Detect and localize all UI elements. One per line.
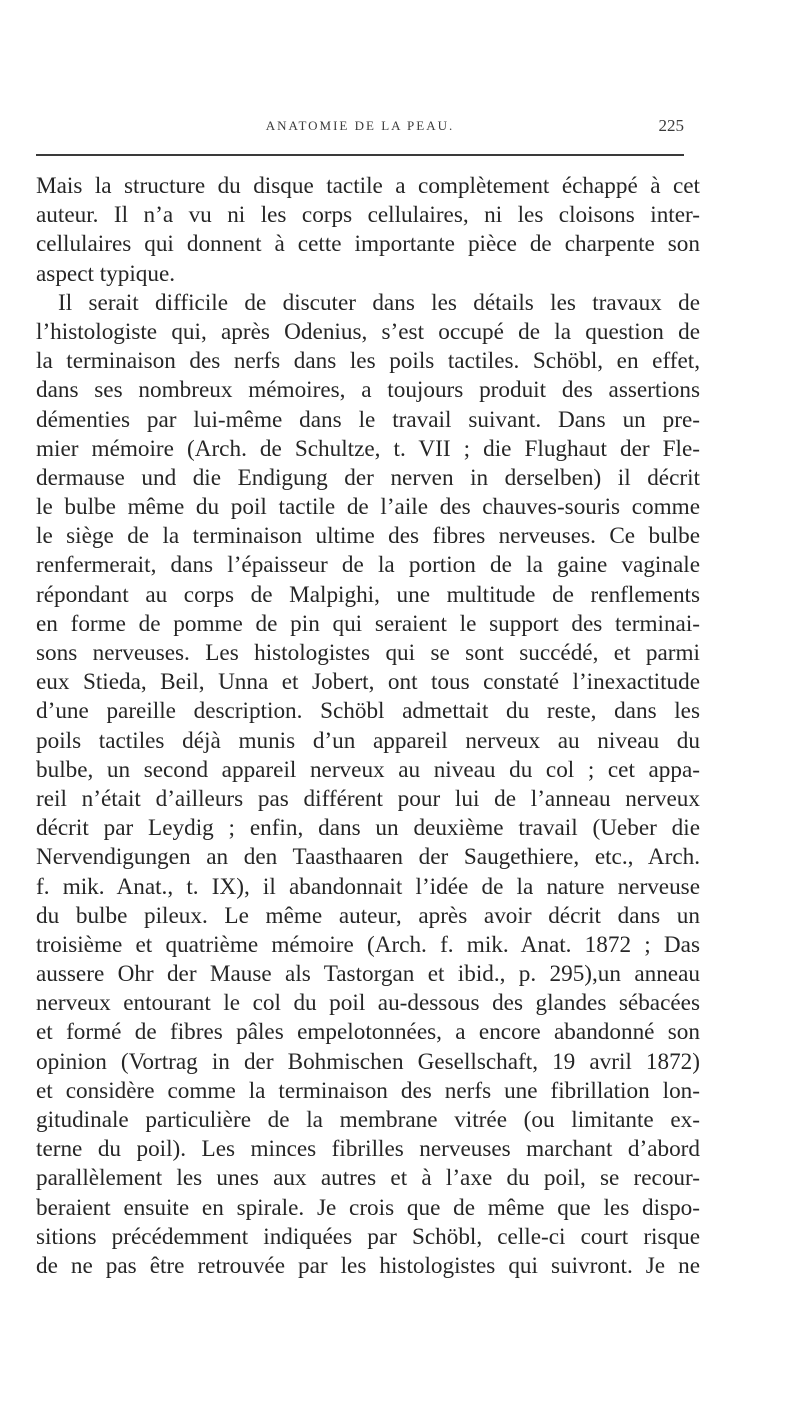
text-line: gitudinale particulière de la membrane vitrée (ou limitante ex- (36, 1107, 700, 1133)
text-line: mier mémoire (Arch. de Schultze, t. VII ; die Flughaut der Fle- (36, 435, 700, 462)
text-line: poils tactiles déjà munis d’un appareil nerveux au niveau du (36, 727, 700, 754)
text-line: f. mik. Anat., t. IX), il abandonnait l’idée de la nature nerveuse (36, 873, 700, 900)
text-line: sons nerveuses. Les histologistes qui se sont succédé, et parmi (36, 640, 700, 666)
text-line: le siège de la terminaison ultime des fibres nerveuses. Ce bulbe (36, 523, 700, 550)
text-line: renfermerait, dans l’épaisseur de la portion de la gaine vaginale (36, 552, 700, 579)
text-line: bulbe, un second appareil nerveux au niveau du col ; cet appa- (36, 756, 700, 783)
text-line: Mais la structure du disque tactile a complètement échappé à cet (36, 173, 700, 199)
running-title: ANATOMIE DE LA PEAU. (265, 118, 455, 133)
text-line: auteur. Il n’a vu ni les corps cellulaires, ni les cloisons inter- (36, 202, 700, 229)
text-line: nerveux entourant le col du poil au-dessous des glandes sébacées (36, 990, 700, 1017)
text-line: sitions précédemment indiquées par Schöbl, celle-ci court risque (36, 1223, 700, 1250)
text-line: du bulbe pileux. Le même auteur, après avoir décrit dans un (36, 902, 700, 929)
text-line: eux Stieda, Beil, Unna et Jobert, ont tous constaté l’inexactitude (36, 669, 700, 696)
page-header (36, 118, 684, 140)
body-text (36, 172, 700, 1281)
text-line: aspect typique. (36, 260, 176, 287)
text-line: terne du poil). Les minces fibrilles nerveuses marchant d’abord (36, 1136, 700, 1163)
text-line: la terminaison des nerfs dans les poils tactiles. Schöbl, en effet, (36, 348, 700, 375)
text-line: aussere Ohr der Mause als Tastorgan et ibid., p. 295),un anneau (36, 961, 700, 988)
text-line: et formé de fibres pâles empelotonnées, a encore abandonné son (36, 1019, 700, 1046)
text-line: et considère comme la terminaison des nerfs une fibrillation lon- (36, 1077, 700, 1104)
text-line: le bulbe même du poil tactile de l’aile des chauves-souris comme (36, 494, 700, 521)
text-line: beraient ensuite en spirale. Je crois que de même que les dispo- (36, 1194, 700, 1221)
header-rule (36, 154, 684, 156)
text-line: en forme de pomme de pin qui seraient le support des terminai- (36, 610, 700, 637)
text-line: parallèlement les unes aux autres et à l’axe du poil, se recour- (36, 1165, 700, 1192)
text-line: dermause und die Endigung der nerven in derselben) il décrit (36, 464, 700, 491)
page-number: 225 (658, 116, 684, 135)
text-line: de ne pas être retrouvée par les histologistes qui suivront. Je ne (36, 1252, 700, 1279)
text-line: répondant au corps de Malpighi, une multitude de renflements (36, 581, 700, 608)
text-line: Nervendigungen an den Taasthaaren der Saugethiere, etc., Arch. (36, 844, 700, 871)
text-line: décrit par Leydig ; enfin, dans un deuxième travail (Ueber die (36, 815, 700, 842)
text-line: démenties par lui-même dans le travail suivant. Dans un pre- (36, 406, 700, 433)
text-line: reil n’était d’ailleurs pas différent pour lui de l’anneau nerveux (36, 785, 700, 812)
text-line: opinion (Vortrag in der Bohmischen Gesellschaft, 19 avril 1872) (36, 1048, 700, 1075)
text-line: d’une pareille description. Schöbl admettait du reste, dans les (36, 698, 700, 725)
text-line: cellulaires qui donnent à cette importante pièce de charpente son (36, 231, 700, 258)
paragraph-start-line: Il serait difficile de discuter dans les détails les travaux de (58, 289, 700, 316)
text-line: dans ses nombreux mémoires, a toujours produit des assertions (36, 377, 700, 404)
text-line: l’histologiste qui, après Odenius, s’est occupé de la question de (36, 318, 700, 345)
text-line: troisième et quatrième mémoire (Arch. f. mik. Anat. 1872 ; Das (36, 931, 700, 958)
